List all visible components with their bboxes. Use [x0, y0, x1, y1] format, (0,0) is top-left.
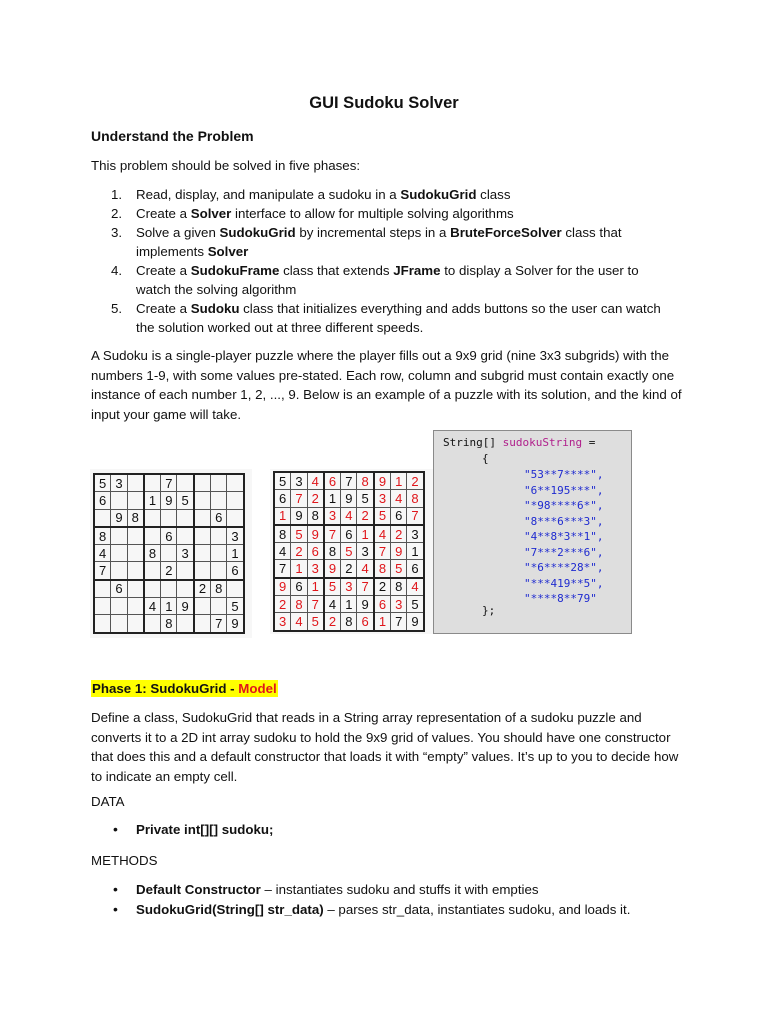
phase-keyword: JFrame: [393, 263, 441, 278]
grid-row: [274, 560, 424, 578]
bullet-icon: •: [113, 900, 118, 917]
grid-row: [94, 580, 244, 598]
grid-cell: 2: [357, 507, 374, 525]
grid-row: [94, 474, 244, 492]
grid-cell: 1: [161, 598, 177, 615]
method-name: Default Constructor: [136, 882, 261, 897]
grid-cell: 6: [111, 580, 127, 598]
method-item: [91, 900, 630, 920]
grid-cell: [194, 615, 211, 633]
data-list: [91, 820, 273, 840]
grid-cell: 3: [307, 560, 324, 578]
grid-cell: [161, 509, 177, 527]
grid-cell: 6: [374, 596, 391, 613]
grid-cell: 2: [341, 560, 357, 578]
grid-cell: 5: [94, 474, 111, 492]
grid-cell: 7: [94, 562, 111, 580]
grid-cell: 6: [391, 507, 407, 525]
grid-cell: [227, 474, 244, 492]
grid-cell: 9: [177, 598, 194, 615]
grid-cell: 9: [161, 492, 177, 509]
grid-cell: [211, 545, 227, 562]
grid-cell: 4: [94, 545, 111, 562]
grid-row: [274, 578, 424, 596]
grid-cell: 8: [341, 613, 357, 631]
methods-label: METHODS: [91, 853, 158, 868]
method-description: – instantiates sudoku and stuffs it with empties: [260, 882, 539, 897]
grid-cell: 5: [291, 525, 307, 543]
phase-number: 3.: [111, 225, 123, 240]
grid-cell: [161, 580, 177, 598]
grid-cell: 5: [357, 490, 374, 507]
grid-cell: [144, 474, 161, 492]
grid-cell: 1: [291, 560, 307, 578]
grid-cell: 2: [194, 580, 211, 598]
grid-cell: 9: [374, 472, 391, 490]
grid-cell: 6: [291, 578, 307, 596]
grid-cell: [227, 509, 244, 527]
code-string-row: "*98****6*",: [524, 499, 604, 512]
grid-cell: 4: [307, 472, 324, 490]
grid-cell: 4: [291, 613, 307, 631]
grid-cell: 7: [274, 560, 291, 578]
grid-cell: 2: [391, 525, 407, 543]
grid-cell: [194, 527, 211, 545]
phase-keyword: SudokuGrid: [219, 225, 296, 240]
grid-cell: [127, 545, 144, 562]
code-string-row: "6**195***",: [524, 483, 604, 497]
phase1-heading-suffix: Model: [238, 681, 277, 696]
grid-row: [94, 527, 244, 545]
grid-cell: 1: [324, 490, 341, 507]
grid-cell: [177, 580, 194, 598]
grid-cell: 8: [144, 545, 161, 562]
grid-cell: 8: [94, 527, 111, 545]
grid-cell: 3: [341, 578, 357, 596]
grid-cell: 4: [407, 578, 424, 596]
grid-cell: 3: [374, 490, 391, 507]
code-string-row: "***419**5",: [524, 576, 604, 590]
section-heading-understand: Understand the Problem: [91, 128, 254, 144]
code-string-row: "7***2***6",: [524, 545, 604, 559]
grid-row: [274, 472, 424, 490]
grid-cell: [111, 545, 127, 562]
grid-cell: 8: [274, 525, 291, 543]
grid-cell: 8: [307, 507, 324, 525]
grid-cell: [177, 615, 194, 633]
grid-cell: [194, 492, 211, 509]
grid-cell: 7: [307, 596, 324, 613]
phase-item: [91, 299, 671, 337]
grid-row: [274, 490, 424, 507]
grid-cell: [194, 545, 211, 562]
solution-grid-container: [270, 469, 434, 634]
grid-cell: [127, 492, 144, 509]
grid-cell: [177, 562, 194, 580]
phase-text: Create a: [136, 206, 191, 221]
grid-cell: 3: [177, 545, 194, 562]
grid-row: [274, 543, 424, 560]
grid-cell: 6: [94, 492, 111, 509]
phase-text: class that extends: [279, 263, 394, 278]
phases-list: [91, 185, 671, 337]
grid-cell: 4: [324, 596, 341, 613]
grid-cell: 9: [324, 560, 341, 578]
grid-cell: 2: [307, 490, 324, 507]
bullet-icon: •: [113, 881, 118, 897]
grid-cell: 6: [357, 613, 374, 631]
grid-cell: 8: [324, 543, 341, 560]
grid-cell: [161, 545, 177, 562]
grid-cell: 1: [391, 472, 407, 490]
grid-cell: 5: [341, 543, 357, 560]
grid-cell: [144, 509, 161, 527]
grid-cell: 1: [341, 596, 357, 613]
grid-cell: [194, 562, 211, 580]
grid-cell: [144, 615, 161, 633]
grid-cell: 8: [357, 472, 374, 490]
grid-cell: 6: [341, 525, 357, 543]
grid-cell: 8: [211, 580, 227, 598]
grid-cell: [127, 615, 144, 633]
grid-cell: 9: [274, 578, 291, 596]
grid-cell: 2: [407, 472, 424, 490]
grid-cell: 3: [357, 543, 374, 560]
code-type: String[]: [443, 436, 496, 449]
grid-row: [274, 613, 424, 631]
grid-cell: 7: [391, 613, 407, 631]
phase1-heading: [91, 680, 278, 697]
grid-cell: 3: [324, 507, 341, 525]
grid-cell: [144, 562, 161, 580]
grid-row: [94, 598, 244, 615]
code-string-row: "8***6***3",: [524, 514, 604, 528]
phase1-heading-prefix: Phase 1: SudokuGrid -: [92, 681, 239, 696]
grid-cell: [144, 527, 161, 545]
grid-cell: 9: [291, 507, 307, 525]
grid-cell: [127, 474, 144, 492]
code-open-brace: {: [482, 452, 489, 465]
grid-cell: 5: [227, 598, 244, 615]
grid-cell: [211, 527, 227, 545]
grid-cell: 8: [127, 509, 144, 527]
grid-cell: 7: [291, 490, 307, 507]
grid-cell: 9: [391, 543, 407, 560]
phase-number: 5.: [111, 301, 123, 316]
grid-row: [94, 545, 244, 562]
grid-cell: [94, 615, 111, 633]
grid-cell: 9: [227, 615, 244, 633]
grid-cell: 3: [391, 596, 407, 613]
grid-cell: 9: [407, 613, 424, 631]
grid-cell: 8: [407, 490, 424, 507]
grid-cell: 4: [357, 560, 374, 578]
grid-cell: [111, 527, 127, 545]
method-name: SudokuGrid(String[] str_data): [136, 901, 324, 917]
data-item: [91, 820, 273, 840]
phase-number: 1.: [111, 187, 123, 202]
grid-cell: [211, 492, 227, 509]
grid-row: [94, 492, 244, 509]
grid-cell: [227, 580, 244, 598]
phase-keyword: Solver: [207, 244, 249, 259]
grid-cell: 4: [144, 598, 161, 615]
code-string-row: "*6****28*",: [524, 561, 604, 574]
grid-cell: 3: [407, 525, 424, 543]
grid-cell: [111, 492, 127, 509]
grid-cell: 6: [274, 490, 291, 507]
grid-cell: [111, 598, 127, 615]
grid-cell: [111, 562, 127, 580]
phase-keyword: Solver: [190, 206, 232, 221]
methods-list: [91, 880, 630, 919]
grid-cell: [127, 527, 144, 545]
grid-cell: [177, 474, 194, 492]
grid-cell: 8: [374, 560, 391, 578]
grid-cell: 5: [324, 578, 341, 596]
code-string-row: "****8**79": [524, 592, 597, 605]
grid-cell: 1: [407, 543, 424, 560]
phase-item: [91, 185, 671, 204]
grid-cell: 6: [211, 509, 227, 527]
method-description: – parses str_data, instantiates sudoku, and loads it.: [323, 901, 631, 917]
grid-cell: 6: [161, 527, 177, 545]
grid-row: [94, 562, 244, 580]
grid-cell: 7: [357, 578, 374, 596]
grid-cell: [211, 598, 227, 615]
grid-cell: [94, 509, 111, 527]
grid-cell: 5: [374, 507, 391, 525]
grid-cell: 8: [391, 578, 407, 596]
grid-cell: 7: [211, 615, 227, 633]
grid-cell: 2: [291, 543, 307, 560]
phase-item: [91, 204, 671, 223]
grid-cell: 6: [307, 543, 324, 560]
code-string-row: "53**7****",: [524, 468, 604, 481]
grid-cell: [144, 580, 161, 598]
code-declaration: [443, 435, 595, 451]
code-sample-box: [433, 430, 632, 634]
phase-text: Read, display, and manipulate a sudoku in a: [136, 187, 401, 202]
grid-cell: 5: [177, 492, 194, 509]
grid-cell: 4: [391, 490, 407, 507]
grid-cell: 1: [227, 545, 244, 562]
grid-cell: 7: [341, 472, 357, 490]
grid-cell: 4: [374, 525, 391, 543]
grid-cell: 1: [374, 613, 391, 631]
grid-cell: 7: [374, 543, 391, 560]
puzzle-grid-container: [90, 469, 252, 638]
grid-row: [274, 525, 424, 543]
grid-cell: 1: [274, 507, 291, 525]
grid-cell: 3: [274, 613, 291, 631]
grid-cell: 3: [111, 474, 127, 492]
grid-cell: 9: [357, 596, 374, 613]
phase-text: class that initializes everything and adds buttons so the user can watch the solution worked out at three different speeds.: [136, 301, 661, 335]
phase-item: [91, 261, 671, 299]
grid-row: [94, 615, 244, 633]
grid-cell: [211, 562, 227, 580]
phase-text: Create a: [136, 301, 191, 316]
grid-cell: 1: [357, 525, 374, 543]
grid-cell: 1: [144, 492, 161, 509]
grid-row: [274, 507, 424, 525]
grid-cell: [177, 527, 194, 545]
phase-keyword: SudokuGrid: [400, 187, 477, 202]
phase-keyword: BruteForceSolver: [450, 225, 562, 240]
bullet-icon: •: [113, 821, 118, 837]
grid-cell: [127, 598, 144, 615]
grid-cell: 7: [324, 525, 341, 543]
grid-cell: 3: [291, 472, 307, 490]
grid-cell: 9: [111, 509, 127, 527]
phase-text: Create a: [136, 263, 191, 278]
grid-cell: [211, 474, 227, 492]
phases-intro: This problem should be solved in five phases:: [91, 158, 361, 173]
phase-number: 2.: [111, 206, 123, 221]
grid-cell: 4: [341, 507, 357, 525]
grid-cell: [94, 598, 111, 615]
code-operator: =: [588, 436, 596, 449]
grid-cell: 8: [291, 596, 307, 613]
grid-cell: 5: [274, 472, 291, 490]
grid-cell: [111, 615, 127, 633]
grid-cell: 1: [307, 578, 324, 596]
grid-cell: 9: [341, 490, 357, 507]
grid-cell: 5: [407, 596, 424, 613]
grid-cell: 4: [274, 543, 291, 560]
grid-cell: 7: [161, 474, 177, 492]
grid-cell: [194, 474, 211, 492]
grid-cell: 5: [307, 613, 324, 631]
phase-text: to display a Solver for the user to watch the solving algorithm: [136, 263, 639, 297]
grid-cell: 8: [161, 615, 177, 633]
data-item-text: Private int[][] sudoku;: [136, 822, 274, 837]
phase-keyword: Sudoku: [190, 301, 240, 316]
grid-cell: 7: [407, 507, 424, 525]
grid-cell: 6: [324, 472, 341, 490]
solution-grid: [273, 471, 425, 632]
phase-text: interface to allow for multiple solving algorithms: [231, 206, 514, 221]
grid-row: [274, 596, 424, 613]
phase-text: class: [476, 187, 511, 202]
data-label: DATA: [91, 794, 125, 809]
code-variable: sudokuString: [502, 436, 583, 449]
grid-cell: 2: [374, 578, 391, 596]
grid-cell: [127, 562, 144, 580]
phase-text: by incremental steps in a: [295, 225, 451, 240]
code-string-row: "4**8*3**1",: [524, 530, 604, 543]
phase-text: Solve a given: [136, 225, 220, 240]
grid-cell: [227, 492, 244, 509]
grid-cell: 3: [227, 527, 244, 545]
page-title: GUI Sudoku Solver: [309, 94, 459, 112]
grid-cell: [94, 580, 111, 598]
grid-cell: 2: [324, 613, 341, 631]
grid-cell: 5: [391, 560, 407, 578]
grid-cell: 9: [307, 525, 324, 543]
phase-number: 4.: [111, 263, 123, 278]
puzzle-grid: [93, 473, 245, 634]
grid-cell: 6: [407, 560, 424, 578]
grid-cell: 2: [274, 596, 291, 613]
grid-cell: 6: [227, 562, 244, 580]
phase-text: class that implements: [136, 225, 622, 259]
grid-row: [94, 509, 244, 527]
phase-item: [91, 223, 671, 261]
phase1-description: Define a class, SudokuGrid that reads in a String array representation of a sudoku puzzle and converts it to a 2D int array sudoku to hold the 9x9 grid of values. You should have one constructor that does this and a default constructor that loads it with “empty” values. It’s up to you to decide how to indicate an empty cell.: [91, 710, 679, 784]
grid-cell: [194, 509, 211, 527]
grid-cell: [177, 509, 194, 527]
method-item: [91, 880, 630, 900]
phase-keyword: SudokuFrame: [190, 263, 280, 278]
grid-cell: [127, 580, 144, 598]
grid-cell: 2: [161, 562, 177, 580]
sudoku-description: A Sudoku is a single-player puzzle where the player fills out a 9x9 grid (nine 3x3 subgrids) with the numbers 1-9, with some values pre-stated. Each row, column and subgrid must contain exactly one instance of each number 1, 2, ..., 9. Below is an example of a puzzle with its solution, and the kind of input your game will take.: [91, 348, 682, 422]
code-close-brace: };: [482, 604, 496, 617]
grid-cell: [194, 598, 211, 615]
